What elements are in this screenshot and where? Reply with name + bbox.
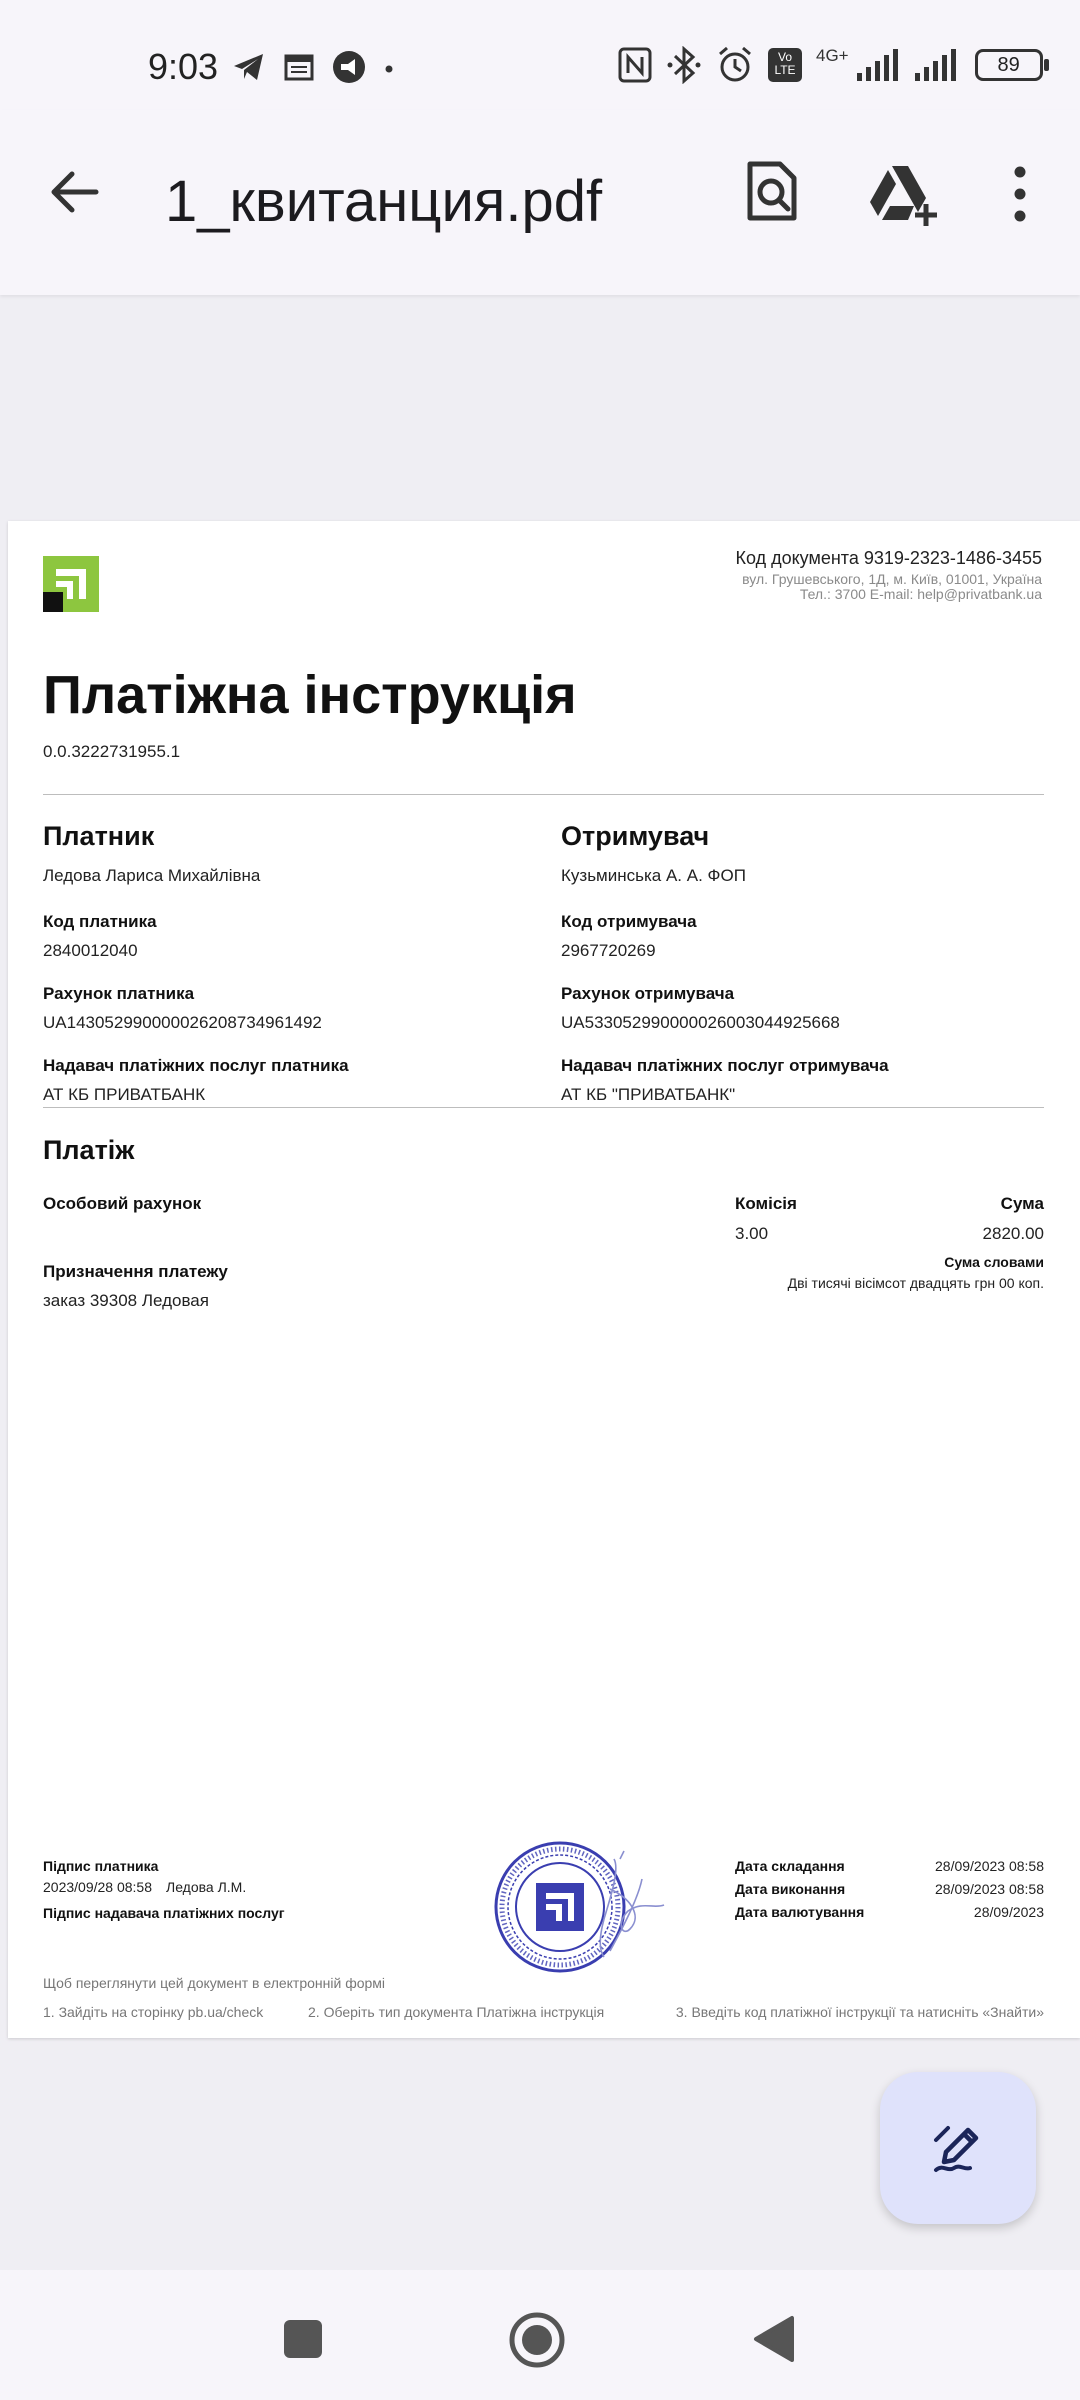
payer-signature-label: Підпис платника — [43, 1858, 159, 1874]
created-date: 28/09/2023 08:58 — [935, 1858, 1044, 1874]
personal-account-label: Особовий рахунок — [43, 1194, 202, 1213]
recipient-provider-label: Надавач платіжних послуг отримувача — [561, 1056, 889, 1075]
footer-step-1: 1. Зайдіть на сторінку pb.ua/check — [43, 2004, 264, 2020]
recipient-account: UA533052990000026003044925668 — [561, 1013, 840, 1032]
payer-section — [43, 821, 523, 1105]
payer-account: UA143052990000026208734961492 — [43, 1013, 322, 1032]
provider-signature-label: Підпис надавача платіжних послуг — [43, 1905, 285, 1921]
bank-stamp-icon — [492, 1839, 722, 1979]
value-date: 28/09/2023 — [973, 1904, 1044, 1920]
payer-signature-name: Ледова Л.М. — [166, 1879, 247, 1895]
created-date-label: Дата складання — [735, 1858, 845, 1874]
executed-date: 28/09/2023 08:58 — [935, 1881, 1044, 1897]
footer-heading: Щоб переглянути цей документ в електронній формі — [43, 1975, 386, 1991]
payer-account-label: Рахунок платника — [43, 984, 195, 1003]
calendar-icon — [284, 52, 314, 82]
recipient-section — [561, 821, 1041, 1105]
recent-apps-icon[interactable] — [280, 2316, 326, 2362]
payer-provider-label: Надавач платіжних послуг платника — [43, 1056, 349, 1075]
amount-value: 2820.00 — [982, 1224, 1044, 1243]
battery-indicator: 89 — [975, 49, 1043, 81]
privatbank-logo-icon — [43, 556, 99, 612]
executed-date-row — [735, 1881, 1044, 1904]
divider — [43, 794, 1044, 795]
purpose-value: заказ 39308 Ледовая — [43, 1291, 209, 1310]
payer-signature-datetime: 2023/09/28 08:58 — [43, 1879, 152, 1895]
footer-step-2: 2. Оберіть тип документа Платіжна інструкція — [308, 2004, 605, 2020]
purpose-label: Призначення платежу — [43, 1262, 228, 1281]
payer-code-label: Код платника — [43, 912, 157, 931]
payment-heading: Платіж — [43, 1135, 135, 1165]
recipient-provider: АТ КБ "ПРИВАТБАНК" — [561, 1085, 736, 1104]
footer-step-3: 3. Введіть код платіжної інструкції та натисніть «Знайти» — [675, 2004, 1044, 2020]
document-reference: 0.0.3222731955.1 — [43, 742, 181, 761]
status-bar — [0, 0, 1080, 110]
recipient-account-label: Рахунок отримувача — [561, 984, 735, 1003]
volte-icon: Vo LTE — [768, 48, 802, 82]
bluetooth-icon — [666, 46, 702, 84]
value-date-row — [735, 1904, 1044, 1927]
payer-name: Ледова Лариса Михайлівна — [43, 866, 261, 885]
pen-edit-icon — [930, 2120, 986, 2176]
add-to-drive-icon[interactable] — [868, 160, 940, 226]
nfc-icon — [618, 47, 652, 83]
annotate-button[interactable] — [880, 2072, 1036, 2224]
divider — [43, 1107, 1044, 1108]
home-icon[interactable] — [507, 2310, 567, 2370]
amount-label: Сума — [1000, 1194, 1044, 1213]
amount-words-label: Сума словами — [944, 1254, 1044, 1270]
app-bar — [0, 110, 1080, 295]
megaphone-icon — [332, 50, 366, 84]
contact-line: Тел.: 3700 E-mail: help@privatbank.ua — [799, 586, 1042, 602]
document-title: 1_квитанция.pdf — [165, 169, 603, 234]
recipient-code-label: Код отримувача — [561, 912, 697, 931]
system-navigation-bar — [0, 2270, 1080, 2400]
document-heading: Платіжна інструкція — [43, 665, 577, 725]
value-date-label: Дата валютування — [735, 1904, 865, 1920]
telegram-icon — [232, 52, 266, 82]
status-system-icons — [618, 46, 1043, 84]
commission-value: 3.00 — [735, 1224, 769, 1243]
signal-icon-2 — [913, 47, 961, 83]
executed-date-label: Дата виконання — [735, 1881, 846, 1897]
pdf-page[interactable] — [8, 521, 1080, 2038]
signal-icon — [855, 47, 899, 83]
payer-code: 2840012040 — [43, 941, 138, 960]
recipient-name: Кузьминська А. А. ФОП — [561, 866, 746, 885]
back-arrow-icon[interactable] — [44, 160, 108, 224]
address-line: вул. Грушевського, 1Д, м. Київ, 01001, Україна — [742, 571, 1042, 587]
amount-words: Дві тисячі вісімсот двадцять грн 00 коп. — [787, 1275, 1044, 1291]
created-date-row — [735, 1858, 1044, 1881]
network-type-label: 4G+ — [816, 46, 849, 65]
more-options-icon[interactable] — [1000, 162, 1040, 228]
dot-icon — [384, 52, 394, 82]
payer-signature-info — [43, 1879, 246, 1895]
payer-heading: Платник — [43, 821, 155, 851]
recipient-heading: Отримувач — [561, 821, 710, 851]
payer-provider: АТ КБ ПРИВАТБАНК — [43, 1085, 206, 1104]
search-document-icon[interactable] — [738, 158, 806, 226]
status-time: 9:03 — [148, 46, 219, 87]
alarm-icon — [716, 46, 754, 84]
document-code: Код документа 9319-2323-1486-3455 — [735, 548, 1042, 568]
recipient-code: 2967720269 — [561, 941, 656, 960]
status-notification-icons — [232, 50, 394, 84]
bank-address — [742, 572, 1042, 602]
commission-label: Комісія — [735, 1194, 797, 1213]
back-nav-icon[interactable] — [752, 2314, 796, 2364]
dates-block — [735, 1858, 1044, 1927]
